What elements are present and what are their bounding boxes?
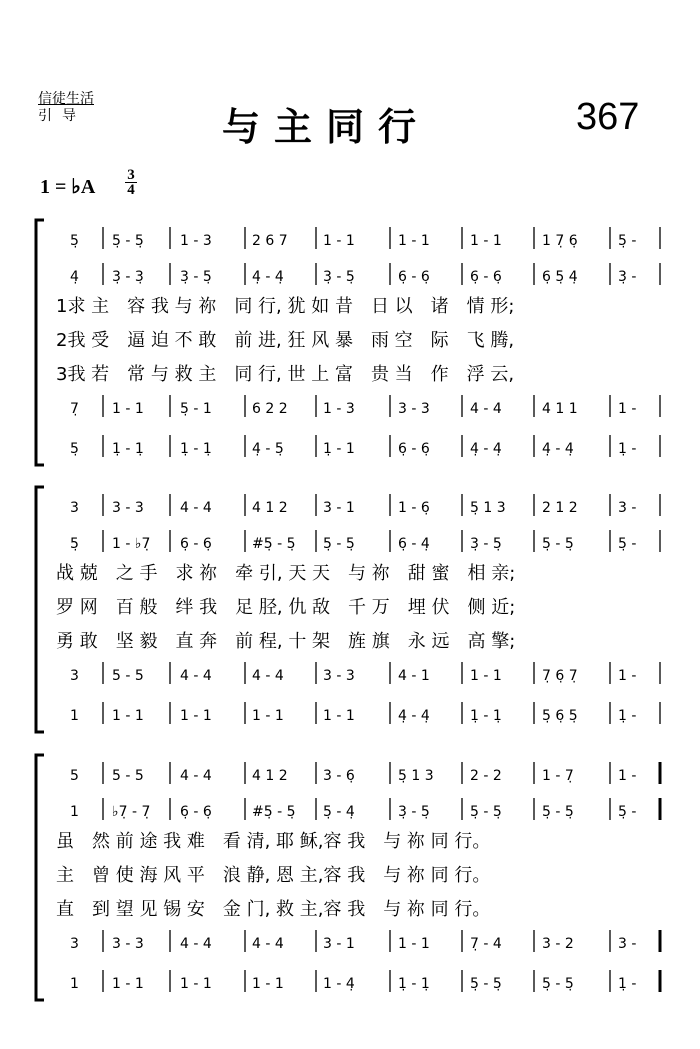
measure-notes: 6̣ - 6̣	[398, 269, 430, 285]
measure-notes: #5̣ - 5̣	[252, 804, 296, 820]
measure-notes: 5	[70, 768, 79, 784]
measure-notes: 4 1 2	[252, 768, 288, 784]
measure-notes: 6̣ 5̣ 4̣	[542, 269, 578, 285]
measure-notes: 5̣ - 5̣	[542, 804, 574, 820]
measure-notes: 1 - 3	[323, 401, 355, 417]
measure-notes: 1̣ - 1̣	[470, 708, 502, 724]
measure-notes: 1 - 1	[323, 708, 355, 724]
measure-notes: 4 1 1	[542, 401, 578, 417]
measure-notes: 4 1 2	[252, 500, 288, 516]
measure-notes: 4̣ - 4̣	[252, 269, 284, 285]
measure-notes: 3 -	[618, 936, 637, 952]
lyric-line-1: 战 兢 之 手 求 祢 牵 引, 天 天 与 祢 甜 蜜 相 亲;	[56, 563, 516, 584]
measure-notes: 3 - 1	[323, 936, 355, 952]
measure-notes: 5̣ -	[618, 233, 637, 249]
measure-notes: 3̣ - 5̣	[180, 269, 212, 285]
measure-notes: 1 - ♭7̣	[112, 536, 151, 552]
measure-notes: 3 - 3	[112, 500, 144, 516]
measure-notes: 1̣ -	[618, 441, 637, 457]
measure-notes: 4 - 1	[398, 668, 430, 684]
measure-notes: 5̣	[70, 536, 79, 552]
measure-notes: 5̣ - 5̣	[470, 976, 502, 992]
measure-notes: 2 - 2	[470, 768, 502, 784]
lyric-line-1: 1求 主 容 我 与 祢 同 行, 犹 如 昔 日 以 诸 情 形;	[56, 296, 515, 317]
measure-notes: 7̣ - 4	[470, 936, 502, 952]
measure-notes: 4̣ - 4̣	[470, 441, 502, 457]
measure-notes: 3 - 3	[398, 401, 430, 417]
measure-notes: 6̣ - 6̣	[180, 804, 212, 820]
measure-notes: 5̣ - 5̣	[470, 804, 502, 820]
source-line-2: 引导	[38, 108, 86, 124]
measure-notes: 2 1 2	[542, 500, 578, 516]
measure-notes: 4 - 4	[180, 768, 212, 784]
measure-notes: 5̣ - 1	[180, 401, 212, 417]
meter-top: 3	[125, 168, 137, 183]
measure-notes: 1 - 1	[112, 401, 144, 417]
measure-notes: 3 - 2	[542, 936, 574, 952]
measure-notes: 4 - 4	[252, 936, 284, 952]
time-signature	[125, 168, 137, 197]
measure-notes: 5̣	[70, 233, 79, 249]
measure-notes: 1 - 1	[252, 976, 284, 992]
hymn-title: 与主同行	[222, 105, 431, 149]
measure-notes: 4̣ - 4̣	[398, 708, 430, 724]
measure-notes: 1 - 1	[398, 936, 430, 952]
measure-notes: 2 6 7	[252, 233, 288, 249]
measure-notes: 1 - 1	[398, 233, 430, 249]
measure-notes: 3 - 3	[323, 668, 355, 684]
measure-notes: 6̣ - 6̣	[180, 536, 212, 552]
measure-notes: 4̣ - 4̣	[542, 441, 574, 457]
measure-notes: 1 - 1	[470, 668, 502, 684]
measure-notes: 1 - 1	[112, 708, 144, 724]
measure-notes: 5 - 5	[112, 768, 144, 784]
measure-notes: 5̣ 6̣ 5̣	[542, 708, 578, 724]
measure-notes: 3 -	[618, 500, 637, 516]
measure-notes: #5̣ - 5̣	[252, 536, 296, 552]
lyric-line-3: 3我 若 常 与 救 主 同 行, 世 上 富 贵 当 作 浮 云,	[56, 364, 515, 385]
system-bracket	[36, 220, 44, 465]
measure-notes: 1	[70, 708, 79, 724]
measure-notes: 5̣ 1 3	[398, 768, 434, 784]
measure-notes: 1 - 1	[252, 708, 284, 724]
measure-notes: 4̣ - 5̣	[252, 441, 284, 457]
measure-notes: 1 - 1	[112, 976, 144, 992]
measure-notes: 5̣ - 5̣	[112, 233, 144, 249]
measure-notes: 5 - 5	[112, 668, 144, 684]
lyric-line-2: 罗 网 百 般 绊 我 足 胫, 仇 敌 千 万 埋 伏 侧 近;	[56, 597, 516, 618]
score-system-2	[0, 487, 700, 737]
measure-notes: 5̣ - 5̣	[542, 976, 574, 992]
measure-notes: 3̣ - 3̣	[112, 269, 144, 285]
measure-notes: 4 - 4	[180, 668, 212, 684]
hymn-number: 367	[576, 96, 640, 138]
meter-bottom: 4	[127, 182, 135, 198]
lyric-line-2: 2我 受 逼 迫 不 敢 前 进, 狂 风 暴 雨 空 际 飞 腾,	[56, 330, 515, 351]
measure-notes: 3 - 3	[112, 936, 144, 952]
measure-notes: 6 2 2	[252, 401, 288, 417]
measure-notes: 1̣ -	[618, 708, 637, 724]
score-system-1	[0, 220, 700, 470]
measure-notes: 1 - 1	[180, 976, 212, 992]
system-bracket	[36, 755, 44, 1000]
measure-notes: 3	[70, 668, 79, 684]
measure-notes: 1̣ -	[618, 976, 637, 992]
measure-notes: 5̣ - 4̣	[323, 804, 355, 820]
score-system-3	[0, 755, 700, 1005]
measure-notes: 1 - 6̣	[398, 500, 430, 516]
measure-notes: 3̣ - 5̣	[470, 536, 502, 552]
measure-notes: 1̣ - 1	[323, 441, 355, 457]
measure-notes: 3	[70, 500, 79, 516]
lyric-line-2: 主 曾 使 海 风 平 浪 静, 恩 主,容 我 与 祢 同 行。	[56, 865, 491, 886]
measure-notes: 1 -	[618, 668, 637, 684]
measure-notes: 1 - 7̣	[542, 768, 574, 784]
measure-notes: 3 - 6̣	[323, 768, 355, 784]
lyric-line-1: 虽 然 前 途 我 难 看 清, 耶 稣,容 我 与 祢 同 行。	[56, 831, 491, 852]
measure-notes: 1 7̣ 6̣	[542, 233, 578, 249]
measure-notes: 1 - 4̣	[323, 976, 355, 992]
measure-notes: 7̣ 6̣ 7̣	[542, 668, 578, 684]
measure-notes: 4̣	[70, 269, 79, 285]
source-line-1: 信徒生活	[38, 91, 94, 107]
measure-notes: 1̣ - 1̣	[112, 441, 144, 457]
measure-notes: 3̣ -	[618, 269, 637, 285]
measure-notes: 1̣ - 1̣	[180, 441, 212, 457]
measure-notes: 1	[70, 804, 79, 820]
measure-notes: 1	[70, 976, 79, 992]
measure-notes: ♭7̣ - 7̣	[112, 804, 151, 820]
measure-notes: 5̣ - 5̣	[323, 536, 355, 552]
source-label	[38, 91, 94, 125]
measure-notes: 5̣ - 5̣	[542, 536, 574, 552]
measure-notes: 3̣ - 5̣	[398, 804, 430, 820]
measure-notes: 6̣ - 6̣	[470, 269, 502, 285]
measure-notes: 4 - 4	[180, 500, 212, 516]
measure-notes: 6̣ - 4̣	[398, 536, 430, 552]
system-bracket	[36, 487, 44, 732]
measure-notes: 4 - 4	[252, 668, 284, 684]
key-signature: 1 = ♭A	[40, 176, 96, 198]
measure-notes: 1 -	[618, 401, 637, 417]
lyric-line-3: 勇 敢 坚 毅 直 奔 前 程, 十 架 旌 旗 永 远 高 擎;	[56, 631, 516, 652]
measure-notes: 1 -	[618, 768, 637, 784]
lyric-line-3: 直 到 望 见 锡 安 金 门, 救 主,容 我 与 祢 同 行。	[56, 899, 491, 920]
measure-notes: 3	[70, 936, 79, 952]
measure-notes: 5̣ -	[618, 536, 637, 552]
measure-notes: 1 - 3	[180, 233, 212, 249]
measure-notes: 5̣ -	[618, 804, 637, 820]
measure-notes: 5̣ 1 3	[470, 500, 506, 516]
measure-notes: 3 - 1	[323, 500, 355, 516]
measure-notes: 1 - 1	[180, 708, 212, 724]
measure-notes: 6̣ - 6̣	[398, 441, 430, 457]
measure-notes: 1 - 1	[323, 233, 355, 249]
measure-notes: 3̣ - 5̣	[323, 269, 355, 285]
measure-notes: 7̣	[70, 401, 79, 417]
measure-notes: 5̣	[70, 441, 79, 457]
measure-notes: 1 - 1	[470, 233, 502, 249]
measure-notes: 4 - 4	[470, 401, 502, 417]
measure-notes: 4 - 4	[180, 936, 212, 952]
measure-notes: 1̣ - 1̣	[398, 976, 430, 992]
